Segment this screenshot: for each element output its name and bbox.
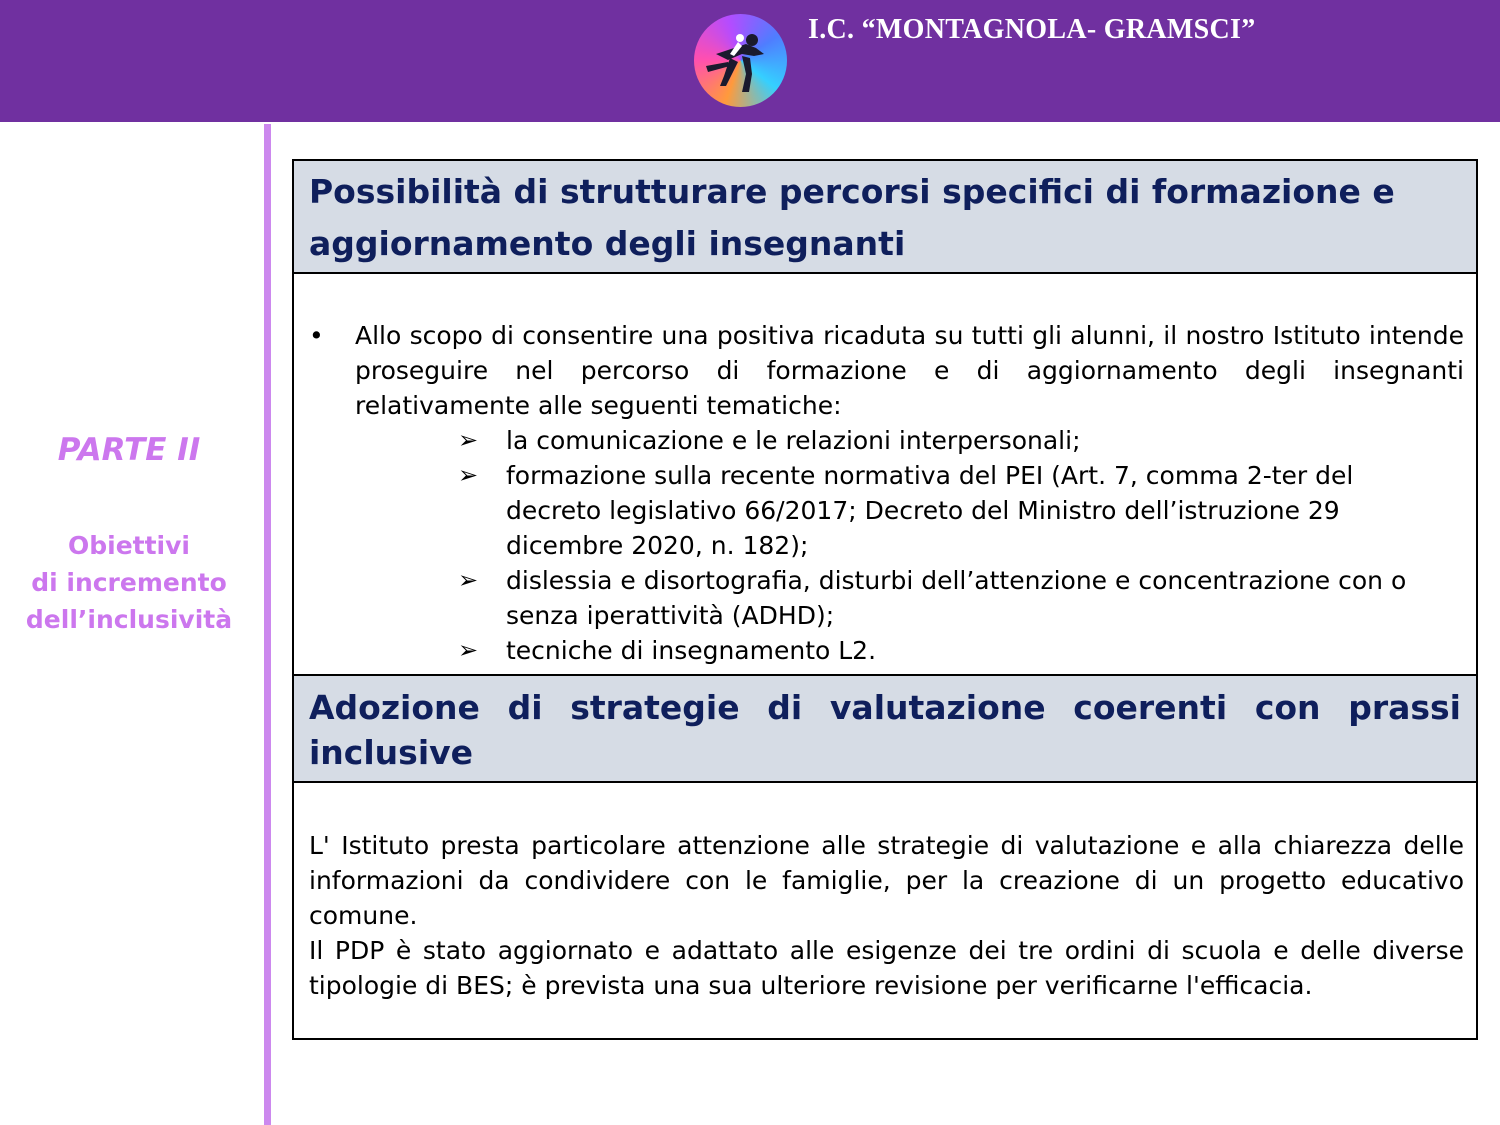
part-title: PARTE II [57, 432, 201, 468]
evaluation-paragraph: L' Istituto presta particolare attenzione alle strategie di valutazione e alla chiarezza delle informazioni da condividere con le famiglie, per la creazione di un progetto educativo comune. [309, 831, 1464, 930]
part-subtitle-line: di incremento [31, 568, 227, 597]
header-bar [0, 0, 1500, 122]
arrow-bullet-icon: ➢ [458, 426, 479, 454]
list-item-text: dislessia e disortografia, disturbi dell’attenzione e concentrazione con o senza iperattività (ADHD); [506, 566, 1407, 630]
list-item [458, 633, 1438, 668]
sidebar-divider [264, 124, 271, 1125]
part-subtitle-line: dell’inclusività [25, 605, 233, 634]
arrow-bullet-icon: ➢ [458, 636, 479, 664]
bullet-icon: • [309, 321, 324, 350]
list-item-text: la comunicazione e le relazioni interpersonali; [506, 426, 1081, 455]
evaluation-paragraph: Il PDP è stato aggiornato e adattato alle esigenze dei tre ordini di scuola e delle diverse tipologie di BES; è prevista una sua ulteriore revisione per verificarne l'efficacia. [309, 936, 1464, 1000]
part-subtitle [0, 527, 258, 638]
evaluation-text [309, 828, 1464, 1003]
arrow-bullet-icon: ➢ [458, 566, 479, 594]
section-heading-training: Possibilità di strutturare percorsi specifici di formazione e aggiornamento degli insegnanti [294, 161, 1476, 274]
training-topics-list [458, 423, 1438, 668]
list-item-text: formazione sulla recente normativa del PEI (Art. 7, comma 2-ter del decreto legislativo 66/2017; Decreto del Ministro dell’istruzione 29 dicembre 2020, n. 182); [506, 461, 1354, 560]
school-logo-icon [694, 14, 787, 107]
list-item-text: tecniche di insegnamento L2. [506, 636, 877, 665]
list-item [458, 563, 1438, 633]
list-item [458, 458, 1438, 563]
arrow-bullet-icon: ➢ [458, 461, 479, 489]
training-intro-text: Allo scopo di consentire una positiva ricaduta su tutti gli alunni, il nostro Istituto intende proseguire nel percorso di formazione e di aggiornamento degli insegnanti relativamente alle seguenti tematiche: [355, 321, 1464, 420]
school-name: I.C. “MONTAGNOLA- GRAMSCI” [808, 14, 1256, 45]
training-intro [309, 318, 1464, 423]
section-heading-evaluation: Adozione di strategie di valutazione coerenti con prassi inclusive [294, 674, 1476, 783]
list-item [458, 423, 1438, 458]
part-subtitle-line: Obiettivi [67, 531, 190, 560]
content-table [292, 159, 1478, 1040]
